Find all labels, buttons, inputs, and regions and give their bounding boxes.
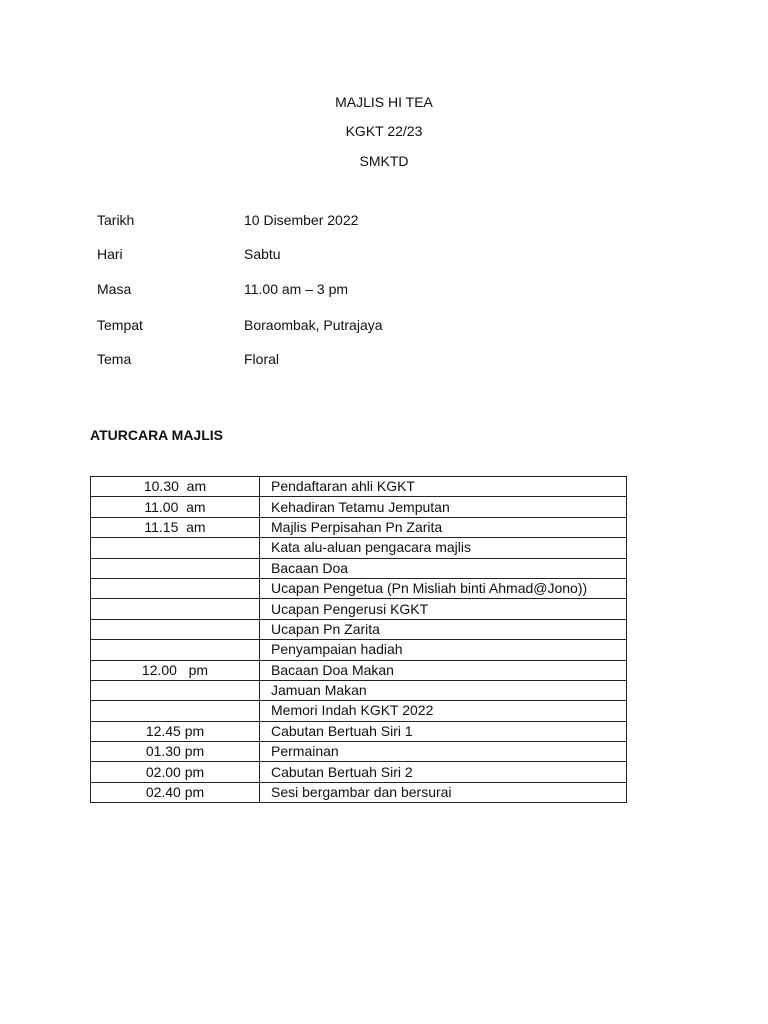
schedule-time: 12.45 pm <box>91 721 260 741</box>
detail-value-day: Sabtu <box>244 246 281 262</box>
schedule-activity: Sesi bergambar dan bersurai <box>260 782 627 802</box>
schedule-activity: Ucapan Pn Zarita <box>260 619 627 639</box>
table-row <box>91 517 627 537</box>
title-school: SMKTD <box>359 153 409 169</box>
schedule-time: 10.30 am <box>91 477 260 497</box>
detail-value-date: 10 Disember 2022 <box>244 212 359 228</box>
schedule-activity: Pendaftaran ahli KGKT <box>260 477 627 497</box>
schedule-activity: Kehadiran Tetamu Jemputan <box>260 497 627 517</box>
schedule-time <box>91 680 260 700</box>
schedule-time <box>91 619 260 639</box>
detail-label-venue: Tempat <box>97 317 143 333</box>
schedule-time: 02.00 pm <box>91 762 260 782</box>
table-row <box>91 660 627 680</box>
table-row <box>91 640 627 660</box>
schedule-activity: Jamuan Makan <box>260 680 627 700</box>
table-row <box>91 558 627 578</box>
schedule-activity: Bacaan Doa <box>260 558 627 578</box>
table-row <box>91 477 627 497</box>
schedule-time: 11.00 am <box>91 497 260 517</box>
schedule-activity: Bacaan Doa Makan <box>260 660 627 680</box>
table-row <box>91 701 627 721</box>
schedule-time: 01.30 pm <box>91 742 260 762</box>
detail-label-date: Tarikh <box>97 212 135 228</box>
schedule-activity: Cabutan Bertuah Siri 1 <box>260 721 627 741</box>
schedule-time <box>91 640 260 660</box>
schedule-activity: Ucapan Pengerusi KGKT <box>260 599 627 619</box>
schedule-activity: Permainan <box>260 742 627 762</box>
detail-label-theme: Tema <box>97 351 132 367</box>
schedule-activity: Kata alu-aluan pengacara majlis <box>260 538 627 558</box>
schedule-heading: ATURCARA MAJLIS <box>90 427 223 443</box>
detail-value-theme: Floral <box>244 351 280 367</box>
table-row <box>91 762 627 782</box>
table-row <box>91 742 627 762</box>
schedule-time: 02.40 pm <box>91 782 260 802</box>
schedule-activity: Majlis Perpisahan Pn Zarita <box>260 517 627 537</box>
schedule-activity: Cabutan Bertuah Siri 2 <box>260 762 627 782</box>
table-row <box>91 619 627 639</box>
title-organization: KGKT 22/23 <box>345 123 423 139</box>
schedule-time <box>91 578 260 598</box>
schedule-time <box>91 538 260 558</box>
table-row <box>91 578 627 598</box>
schedule-table <box>90 476 627 803</box>
schedule-time: 11.15 am <box>91 517 260 537</box>
table-row <box>91 680 627 700</box>
detail-label-day: Hari <box>97 246 123 262</box>
schedule-time <box>91 599 260 619</box>
table-row <box>91 721 627 741</box>
table-row <box>91 599 627 619</box>
schedule-time <box>91 558 260 578</box>
detail-label-time: Masa <box>97 281 132 297</box>
table-row <box>91 497 627 517</box>
table-row <box>91 538 627 558</box>
detail-value-venue: Boraombak, Putrajaya <box>244 317 383 333</box>
schedule-time: 12.00 pm <box>91 660 260 680</box>
schedule-time <box>91 701 260 721</box>
title-event-name: MAJLIS HI TEA <box>335 94 433 110</box>
schedule-activity: Ucapan Pengetua (Pn Misliah binti Ahmad@Jono)) <box>260 578 627 598</box>
detail-value-time: 11.00 am – 3 pm <box>244 281 349 297</box>
table-row <box>91 782 627 802</box>
schedule-activity: Penyampaian hadiah <box>260 640 627 660</box>
schedule-activity: Memori Indah KGKT 2022 <box>260 701 627 721</box>
